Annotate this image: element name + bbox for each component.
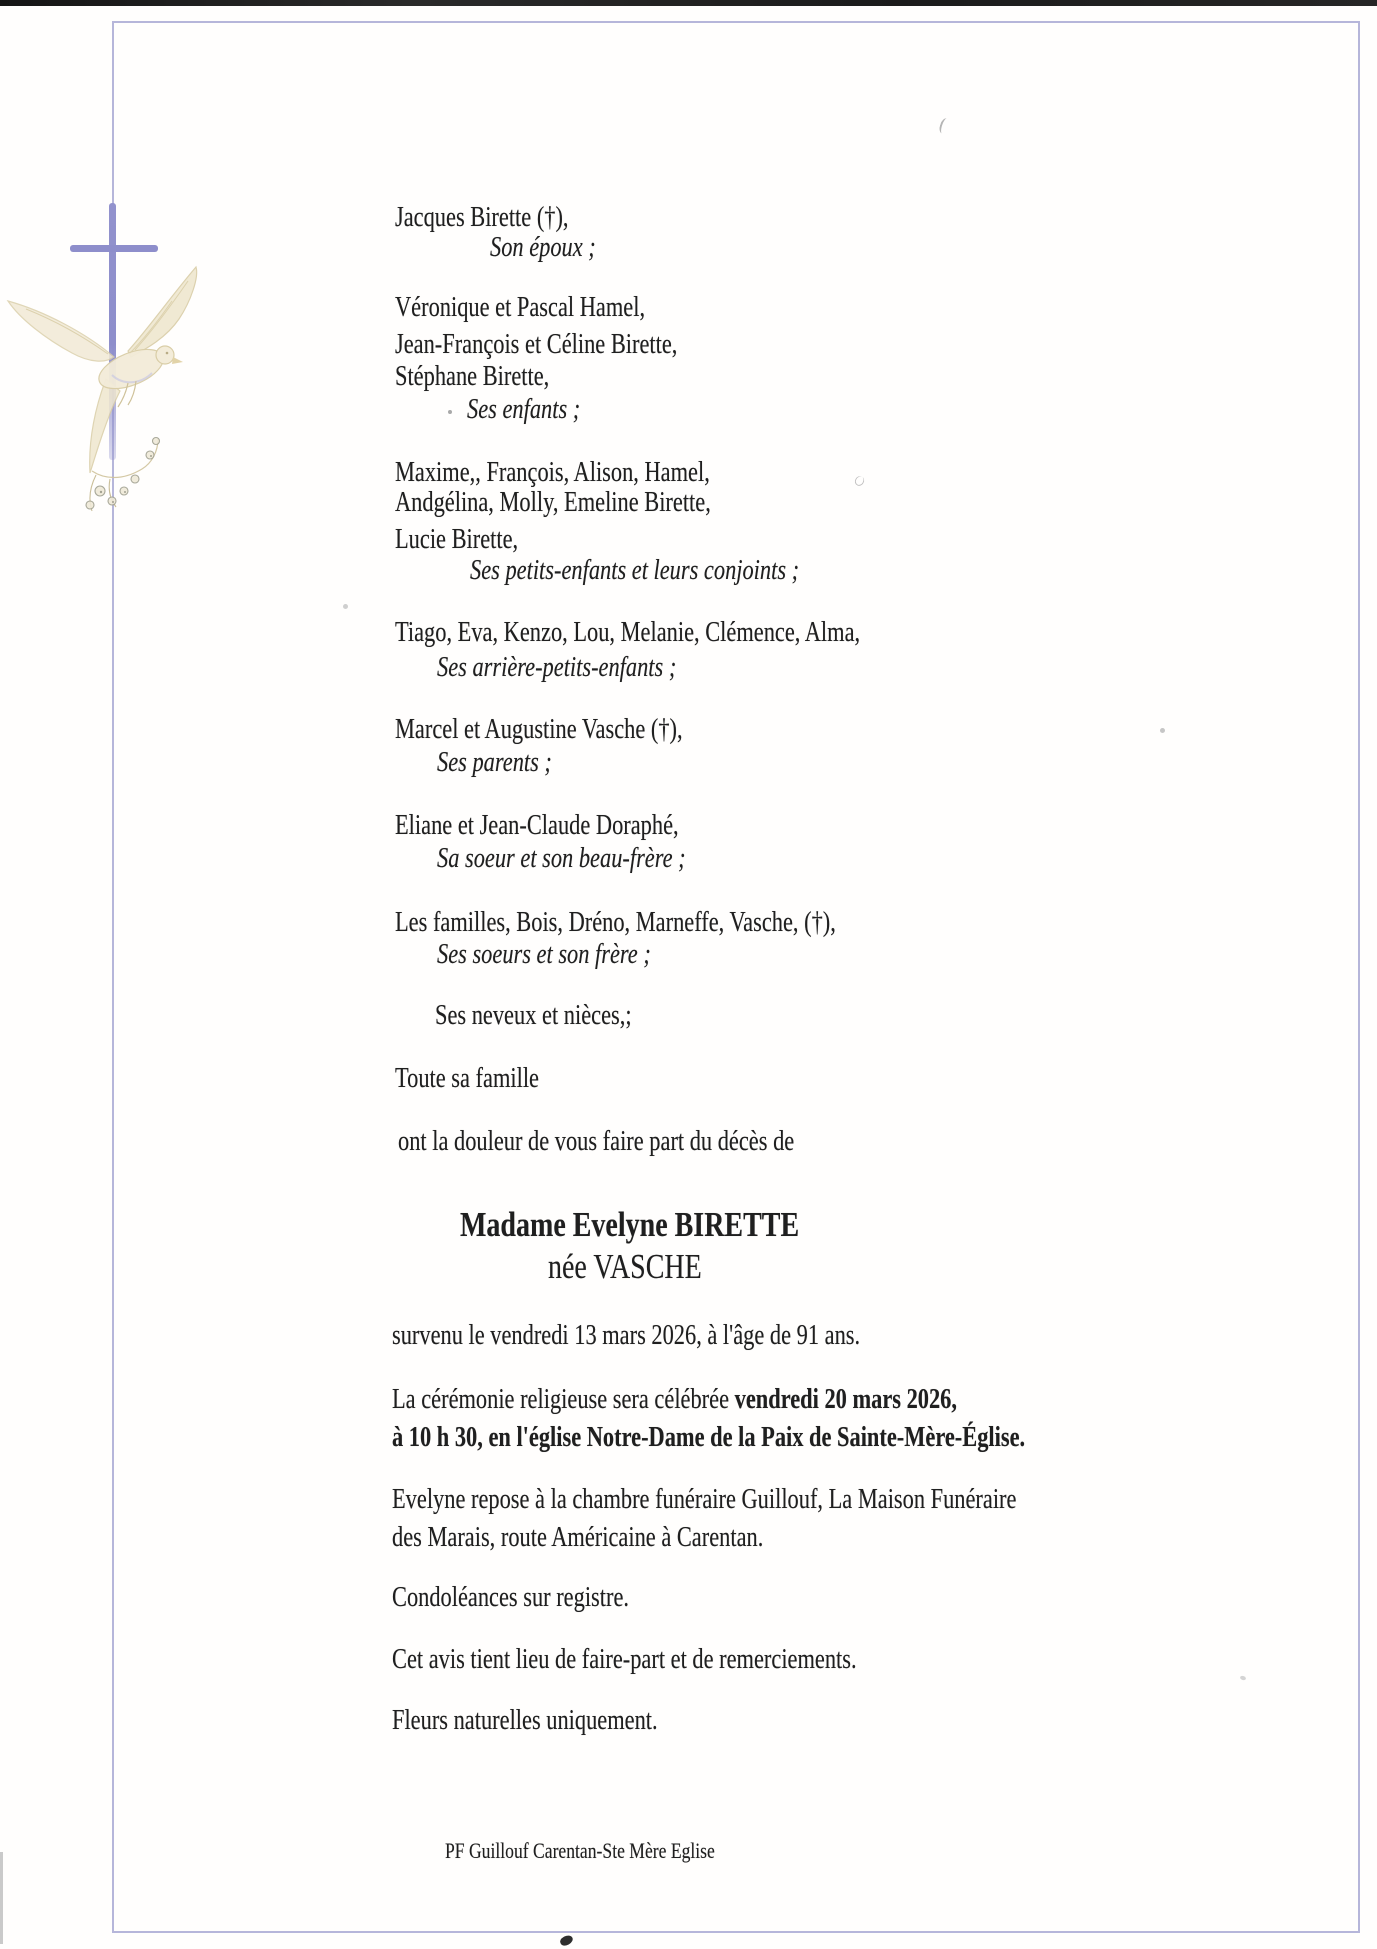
repose-line-2: des Marais, route Américaine à Carentan. (392, 1522, 764, 1553)
relation-line: Ses parents ; (437, 747, 552, 778)
scan-artifact (559, 1933, 575, 1947)
family-name-line: Maxime,, François, Alison, Hamel, (395, 457, 710, 488)
dove-icon (0, 255, 210, 525)
scan-artifact (448, 410, 452, 414)
cross-horizontal-bar (70, 245, 158, 252)
condolences-line: Condoléances sur registre. (392, 1582, 629, 1613)
family-name-line: Jacques Birette (†), (395, 202, 569, 233)
scan-artifact (343, 604, 348, 609)
relation-line: Son époux ; (490, 232, 596, 263)
nephews-line: Ses neveux et nièces,; (435, 1000, 632, 1031)
announcement-line: ont la douleur de vous faire part du décès de (398, 1126, 795, 1157)
deceased-name: Madame Evelyne BIRETTE (460, 1205, 800, 1244)
ceremony-line-1-bold: vendredi 20 mars 2026, (734, 1384, 957, 1415)
scanner-edge-artifact (0, 0, 1377, 6)
flowers-line: Fleurs naturelles uniquement. (392, 1705, 658, 1736)
family-name-line: Tiago, Eva, Kenzo, Lou, Melanie, Clémence, Alma, (395, 617, 861, 648)
ceremony-line-1-regular: La cérémonie religieuse sera célébrée (392, 1384, 735, 1415)
family-name-line: Stéphane Birette, (395, 361, 550, 392)
ceremony-line-2: à 10 h 30, en l'église Notre-Dame de la Paix de Sainte-Mère-Église. (392, 1422, 1026, 1453)
relation-line: Sa soeur et son beau-frère ; (437, 843, 686, 874)
family-name-line: Lucie Birette, (395, 524, 519, 555)
family-line: Toute sa famille (395, 1063, 539, 1094)
repose-line-1: Evelyne repose à la chambre funéraire Guillouf, La Maison Funéraire (392, 1484, 1017, 1515)
relation-line: Ses petits-enfants et leurs conjoints ; (470, 555, 800, 586)
family-name-line: Véronique et Pascal Hamel, (395, 292, 646, 323)
notice-line: Cet avis tient lieu de faire-part et de remerciements. (392, 1644, 857, 1675)
scan-artifact (0, 1852, 3, 1944)
funeral-home-footer: PF Guillouf Carentan-Ste Mère Eglise (445, 1838, 715, 1863)
relation-line: Ses enfants ; (467, 394, 581, 425)
family-name-line: Jean-François et Céline Birette, (395, 329, 678, 360)
scan-artifact (1160, 728, 1165, 733)
relation-line: Ses soeurs et son frère ; (437, 939, 651, 970)
relation-line: Ses arrière-petits-enfants ; (437, 652, 677, 683)
maiden-name: née VASCHE (548, 1247, 702, 1286)
family-name-line: Les familles, Bois, Dréno, Marneffe, Vasche, (†), (395, 907, 836, 938)
death-line: survenu le vendredi 13 mars 2026, à l'âge de 91 ans. (392, 1320, 861, 1351)
ceremony-line-1 (392, 1386, 957, 1414)
family-name-line: Marcel et Augustine Vasche (†), (395, 714, 683, 745)
family-name-line: Eliane et Jean-Claude Doraphé, (395, 810, 679, 841)
family-name-line: Andgélina, Molly, Emeline Birette, (395, 487, 711, 518)
